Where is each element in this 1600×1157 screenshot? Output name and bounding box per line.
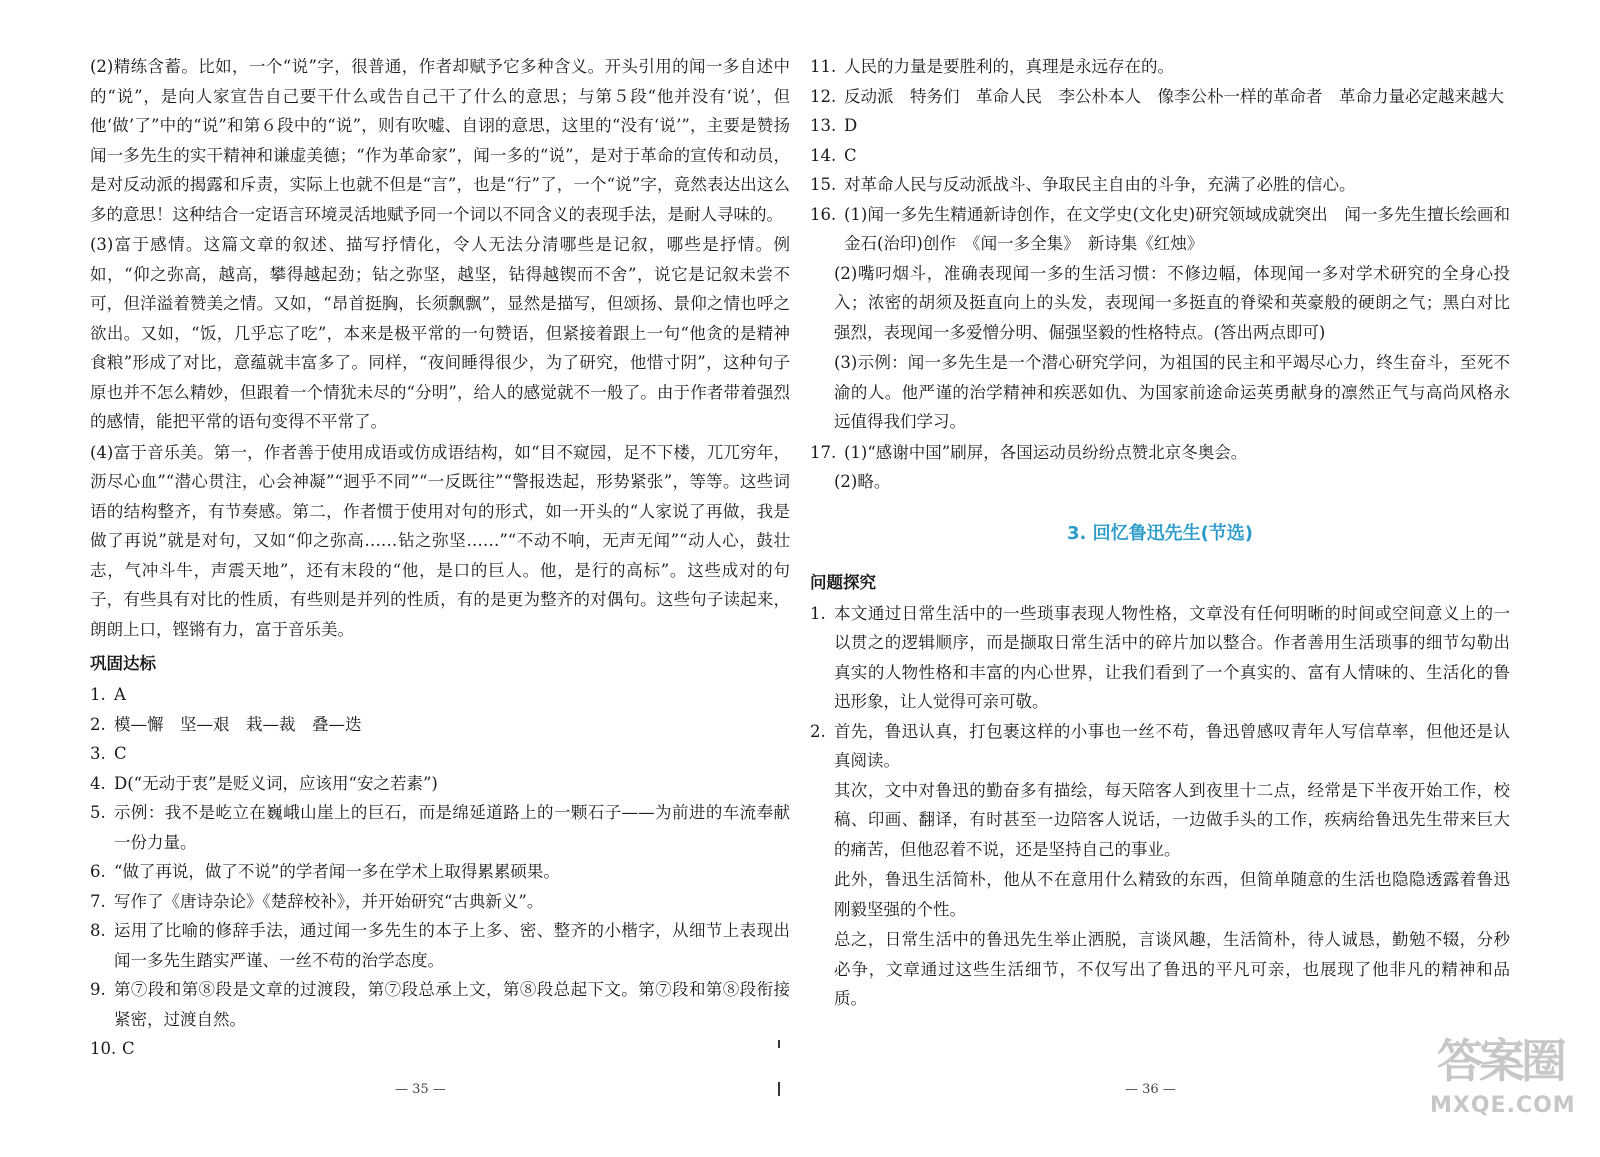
item-text: 对革命人民与反动派战斗、争取民主自由的斗争，充满了必胜的信心。	[844, 175, 1356, 194]
lesson-title: 3. 回忆鲁迅先生(节选)	[1066, 522, 1254, 544]
item-text: 第⑦段和第⑧段是文章的过渡段，第⑦段总承上文，第⑧段总起下文。第⑦段和第⑧段衔接紧密，过渡自然。	[114, 980, 790, 1029]
item-number: 2.	[810, 721, 826, 741]
page-gutter-mark-bottom	[778, 1082, 780, 1096]
item-number: 3.	[90, 744, 106, 763]
right-page	[810, 52, 1510, 1015]
list-item	[810, 170, 1510, 200]
item-number: 13.	[810, 116, 837, 135]
item-number: 9.	[90, 980, 106, 999]
item-16-sub-3: (3)示例：闻一多先生是一个潜心研究学问，为祖国的民主和平竭尽心力，终生奋斗，至死不渝的人。他严谨的治学精神和疾恶如仇、为国家前途命运英勇献身的凛然正气与高尚风格永远值得我们学习。	[834, 353, 1510, 431]
item-text: D(“无动于衷”是贬义词，应该用“安之若素”)	[114, 773, 438, 793]
answer-paragraph-3: (3)富于感情。这篇文章的叙述、描写抒情化，令人无法分清哪些是记叙，哪些是抒情。例如，“仰之弥高，越高，攀得越起劲；钻之弥坚，越坚，钻得越锲而不舍”，说它是记叙未尝不可，但洋溢着赞美之情。又如，“昂首挺胸，长须飘飘”，显然是描写，但颂扬、景仰之情也呼之欲出。又如，“饭，几乎忘了吃”，本来是极平常的一句赞语，但紧接着跟上一句“他贪的是精神食粮”形成了对比，意蕴就丰富多了。同样，“夜间睡得很少，为了研究，他惜寸阴”，这种句子原也并不怎么精妙，但跟着一个情犹未尽的“分明”，给人的感觉就不一般了。由于作者带着强烈的感情，能把平常的语句变得不平常了。	[90, 235, 790, 431]
item-17-sub-2: (2)略。	[834, 472, 891, 491]
list-item	[90, 857, 790, 887]
page-gutter-mark-top	[778, 1040, 780, 1048]
answer-2-paragraph: 此外，鲁迅生活简朴，他从不在意用什么精致的东西，但简单随意的生活也隐隐透露着鲁迅刚毅坚强的个性。	[834, 870, 1510, 919]
item-number: 4.	[90, 773, 106, 793]
item-16-sub-2: (2)嘴叼烟斗，准确表现闻一多的生活习惯：不修边幅，体现闻一多对学术研究的全身心投入；浓密的胡须及挺直向上的头发，表现闻一多挺直的脊梁和英豪般的硬朗之气；黑白对比强烈，表现闻一多爱憎分明、倔强坚毅的性格特点。(答出两点即可)	[834, 263, 1510, 342]
watermark-domain: MXQE.COM	[1430, 1093, 1576, 1118]
list-item	[90, 887, 790, 917]
answer-2-paragraph: 其次，文中对鲁迅的勤奋多有描绘，每天陪客人到夜里十二点，经常是下半夜开始工作，校稿、印画、翻译，有时甚至一边陪客人说话，一边做手头的工作，疾病给鲁迅先生带来巨大的痛苦，但他忍着不说，还是坚持自己的事业。	[834, 780, 1510, 859]
item-text: 运用了比喻的修辞手法，通过闻一多先生的本子上多、密、整齐的小楷字，从细节上表现出闻一多先生踏实严谨、一丝不苟的治学态度。	[114, 921, 790, 970]
answer-paragraph-2: (2)精练含蓄。比如，一个“说”字，很普通，作者却赋予它多种含义。开头引用的闻一多自述中的“说”，是向人家宣告自己要干什么或告自己干了什么的意思；与第５段“他并没有‘说’，但他‘做’了”中的“说”和第６段中的“说”，则有吹嘘、自诩的意思，这里的“没有‘说’”，主要是赞扬闻一多先生的实干精神和谦虚美德；“作为革命家”，闻一多的“说”，是对于革命的宣传和动员，是对反动派的揭露和斥责，实际上也就不但是“言”，也是“行”了，一个“说”字，竟然表达出这么多的意思！这种结合一定语言环境灵活地赋予同一个词以不同含义的表现手法，是耐人寻味的。	[90, 57, 790, 224]
list-item	[90, 1034, 790, 1064]
page-number-right: — 36 —	[1125, 1082, 1176, 1097]
list-item	[90, 739, 790, 769]
item-number: 12.	[810, 86, 837, 106]
item-text: 首先，鲁迅认真，打包裹这样的小事也一丝不苟，鲁迅曾感叹青年人写信草率，但他还是认真阅读。	[834, 721, 1510, 770]
section-heading-consolidate: 巩固达标	[90, 654, 156, 673]
answer-paragraph-4: (4)富于音乐美。第一，作者善于使用成语或仿成语结构，如“目不窥园，足不下楼，兀兀穷年，沥尽心血”“潜心贯注，心会神凝”“迥乎不同”“一反既往”“警报迭起，形势紧张”，等等。这些词语的结构整齐，有节奏感。第二，作者惯于使用对句的形式，如一开头的“人家说了再做，我是做了再说”就是对句，又如“仰之弥高……钻之弥坚……”“不动不响，无声无闻”“动人心，鼓壮志，气冲斗牛，声震天地”，还有末段的“他，是口的巨人。他，是行的高标”。这些成对的句子，有些具有对比的性质，有些则是并列的性质，有的是更为整齐的对偶句。这些句子读起来，朗朗上口，铿锵有力，富于音乐美。	[90, 442, 790, 639]
item-text: 人民的力量是要胜利的，真理是永远存在的。	[844, 57, 1174, 76]
page-number-left: — 35 —	[395, 1082, 446, 1097]
item-number: 6.	[90, 862, 106, 881]
site-watermark-logo	[1430, 1029, 1576, 1149]
item-number: 15.	[810, 175, 837, 194]
item-number: 8.	[90, 921, 106, 940]
item-number: 11.	[810, 57, 837, 76]
item-number: 2.	[90, 714, 106, 734]
list-item	[90, 798, 790, 857]
item-text: 示例：我不是屹立在巍峨山崖上的巨石，而是绵延道路上的一颗石子——为前进的车流奉献一份力量。	[114, 803, 790, 852]
item-text: 本文通过日常生活中的一些琐事表现人物性格，文章没有任何明晰的时间或空间意义上的一以贯之的逻辑顺序，而是撷取日常生活中的碎片加以整合。作者善用生活琐事的细节勾勒出真实的人物性格和丰富的内心世界，让我们看到了一个真实的、富有人情味的、生活化的鲁迅形象，让人觉得可亲可敬。	[834, 603, 1510, 711]
item-number: 16.	[810, 204, 837, 224]
item-text: C	[844, 145, 857, 165]
item-number: 1.	[90, 685, 106, 704]
list-item	[90, 769, 790, 799]
item-text: 模—懈 坚—艰 栽—裁 叠—迭	[114, 714, 362, 734]
list-item	[90, 975, 790, 1034]
item-text: “做了再说，做了不说”的学者闻一多在学术上取得累累硕果。	[114, 862, 560, 881]
item-text: D	[844, 116, 858, 135]
answer-2-paragraph: 总之，日常生活中的鲁迅先生举止洒脱，言谈风趣，生活简朴，待人诚恳，勤勉不辍，分秒必争，文章通过这些生活细节，不仅写出了鲁迅的平凡可亲，也展现了他非凡的精神和品质。	[834, 930, 1510, 1008]
left-page	[90, 52, 790, 1064]
list-item	[90, 710, 790, 740]
list-item	[810, 717, 1510, 776]
list-item	[90, 916, 790, 975]
list-item	[90, 680, 790, 710]
item-number: 14.	[810, 145, 837, 165]
list-item	[810, 141, 1510, 171]
item-text: A	[114, 685, 126, 704]
list-item	[810, 599, 1510, 717]
item-number: 17.	[810, 442, 837, 462]
list-item	[810, 82, 1510, 112]
list-item	[810, 111, 1510, 141]
item-number: 7.	[90, 891, 106, 911]
item-text: (1)“感谢中国”刷屏，各国运动员纷纷点赞北京冬奥会。	[844, 442, 1248, 462]
item-text: C	[122, 1039, 135, 1058]
watermark-logo-text: 答案圈	[1437, 1034, 1563, 1088]
section-heading-inquiry: 问题探究	[810, 572, 876, 592]
item-text: (1)闻一多先生精通新诗创作，在文学史(文化史)研究领域成就突出 闻一多先生擅长绘画和金石(治印)创作 《闻一多全集》 新诗集《红烛》	[844, 204, 1510, 253]
item-number: 10.	[90, 1039, 117, 1058]
item-number: 5.	[90, 803, 106, 822]
item-number: 1.	[810, 603, 826, 623]
list-item	[810, 52, 1510, 82]
item-text: 反动派 特务们 革命人民 李公朴本人 像李公朴一样的革命者 革命力量必定越来越大	[844, 86, 1504, 106]
item-text: C	[114, 744, 127, 763]
item-text: 写作了《唐诗杂论》《楚辞校补》，并开始研究“古典新义”。	[114, 891, 544, 911]
list-item	[810, 200, 1510, 259]
list-item	[810, 438, 1510, 468]
